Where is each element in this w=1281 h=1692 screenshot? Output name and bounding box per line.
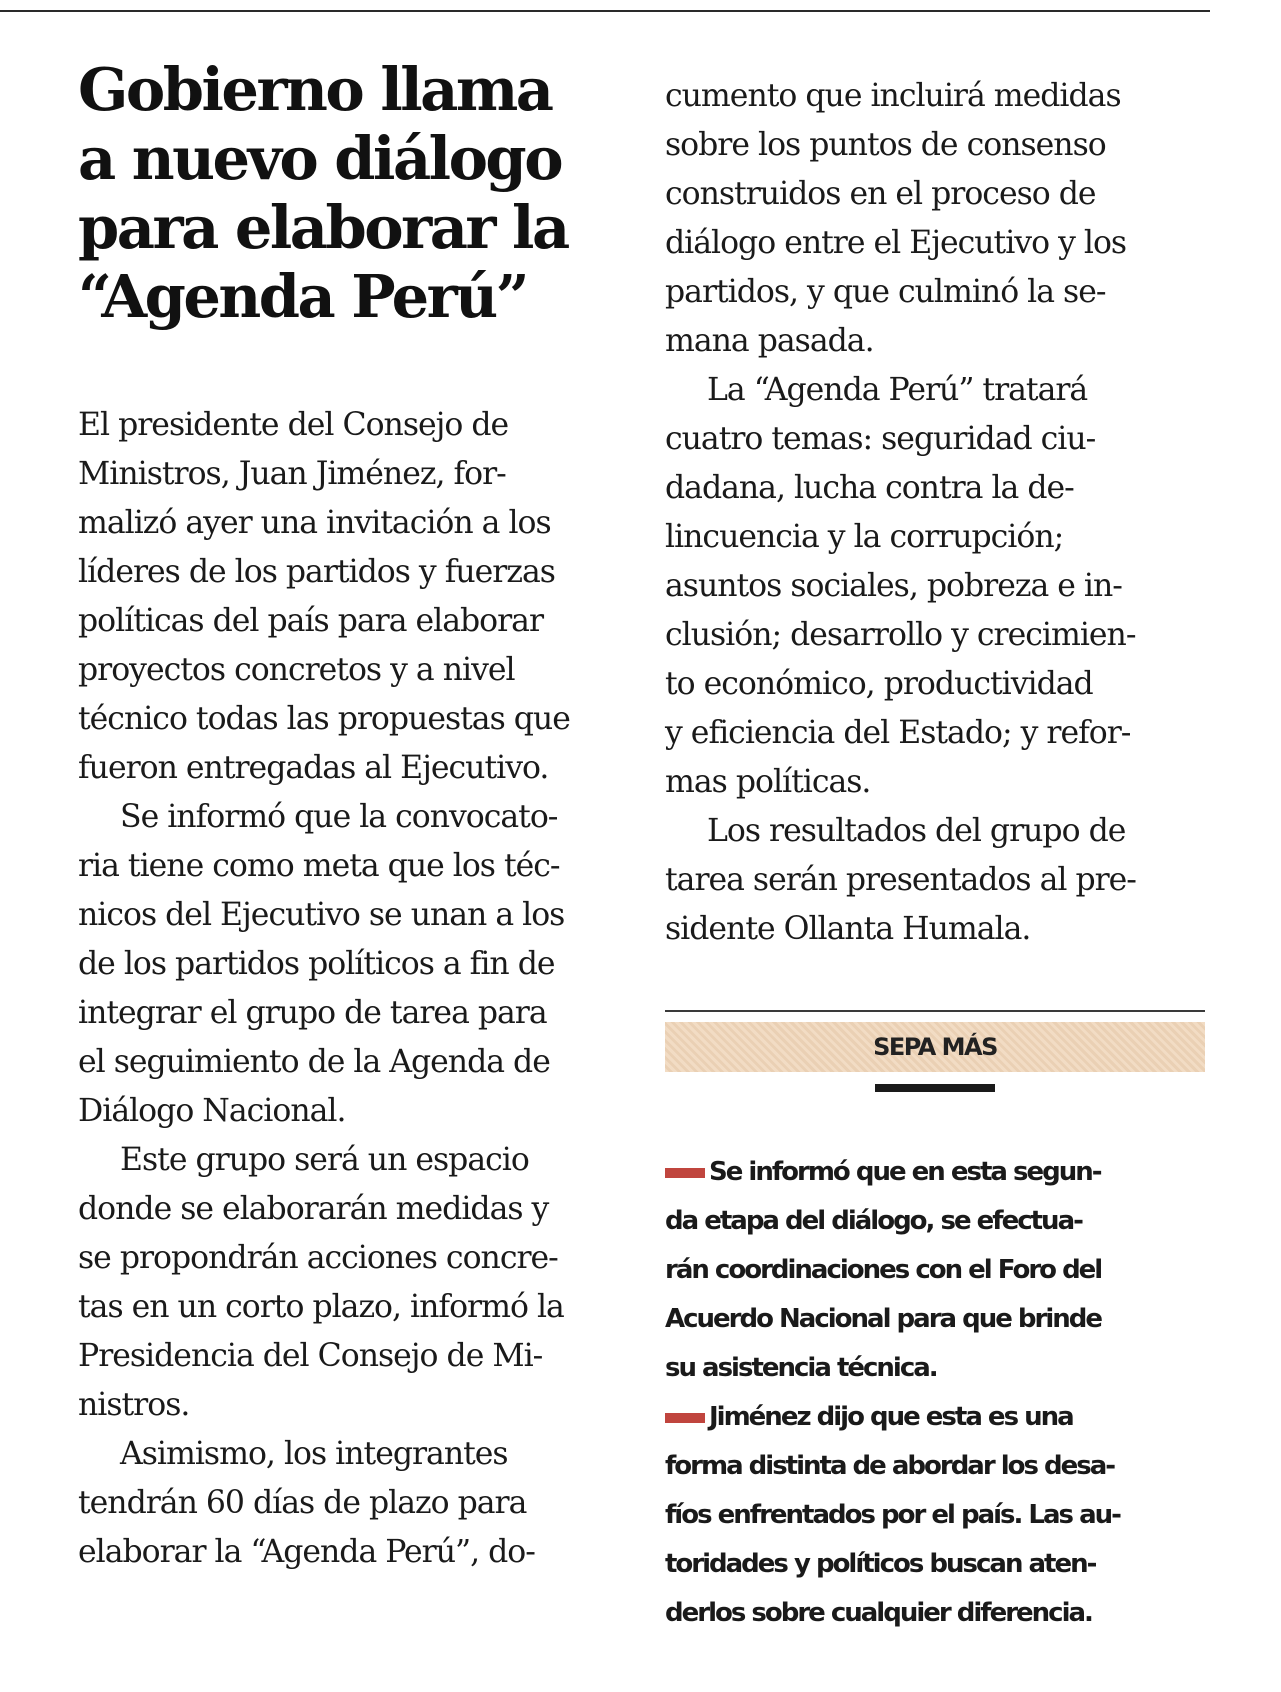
sepa-mas-rule xyxy=(665,1010,1205,1012)
text-line: Presidencia del Consejo de Mi- xyxy=(78,1338,543,1374)
headline xyxy=(78,55,618,331)
headline-line: a nuevo diálogo xyxy=(78,124,562,193)
paragraph xyxy=(78,1430,618,1577)
text-line: ria tiene como meta que los téc- xyxy=(78,848,560,884)
text-line: nicos del Ejecutivo se unan a los xyxy=(78,897,565,933)
text-line: Diálogo Nacional. xyxy=(78,1093,346,1129)
text-line: el seguimiento de la Agenda de xyxy=(78,1044,550,1080)
right-column xyxy=(665,72,1205,954)
note-line: su asistencia técnica. xyxy=(665,1353,937,1383)
text-line: malizó ayer una invitación a los xyxy=(78,505,551,541)
text-line: construidos en el proceso de xyxy=(665,176,1096,212)
note-line: derlos sobre cualquier diferencia. xyxy=(665,1598,1092,1628)
text-line: Asimismo, los integrantes xyxy=(120,1436,508,1472)
text-line: tas en un corto plazo, informó la xyxy=(78,1289,564,1325)
text-line: nistros. xyxy=(78,1387,190,1423)
text-line: Este grupo será un espacio xyxy=(120,1142,529,1178)
text-line: donde se elaborarán medidas y xyxy=(78,1191,549,1227)
text-line: y eficiencia del Estado; y refor- xyxy=(665,715,1131,751)
text-line: proyectos concretos y a nivel xyxy=(78,652,515,688)
paragraph xyxy=(665,72,1205,366)
sepa-mas-note xyxy=(665,1393,1205,1638)
paragraph xyxy=(78,1136,618,1430)
text-line: partidos, y que culminó la se- xyxy=(665,274,1106,310)
left-body xyxy=(78,401,618,1577)
note-line: Se informó que en esta segun- xyxy=(665,1148,1205,1197)
text-line: Ministros, Juan Jiménez, for- xyxy=(78,456,506,492)
text-line: tendrán 60 días de plazo para xyxy=(78,1485,527,1521)
text-line: cuatro temas: seguridad ciu- xyxy=(665,421,1096,457)
text-line: mana pasada. xyxy=(665,323,874,359)
text-line: se propondrán acciones concre- xyxy=(78,1240,558,1276)
note-line: fíos enfrentados por el país. Las au- xyxy=(665,1500,1120,1530)
note-line: rán coordinaciones con el Foro del xyxy=(665,1255,1102,1285)
bullet-bar-icon xyxy=(665,1413,705,1423)
paragraph xyxy=(665,366,1205,807)
text-line: líderes de los partidos y fuerzas xyxy=(78,554,555,590)
text-line: cumento que incluirá medidas xyxy=(665,78,1121,114)
paragraph xyxy=(78,401,618,793)
text-line: El presidente del Consejo de xyxy=(78,407,509,443)
note-line: Jiménez dijo que esta es una xyxy=(665,1393,1205,1442)
text-line: La “Agenda Perú” tratará xyxy=(707,372,1088,408)
bullet-bar-icon xyxy=(665,1168,705,1178)
paragraph xyxy=(78,793,618,1136)
text-line: Los resultados del grupo de xyxy=(707,813,1126,849)
text-line: de los partidos políticos a fin de xyxy=(78,946,555,982)
text-line: lincuencia y la corrupción; xyxy=(665,519,1064,555)
note-line: da etapa del diálogo, se efectua- xyxy=(665,1206,1082,1236)
text-line: sobre los puntos de consenso xyxy=(665,127,1106,163)
text-line: asuntos sociales, pobreza e in- xyxy=(665,568,1122,604)
sepa-mas-notes xyxy=(665,1148,1205,1638)
sepa-mas-bar xyxy=(875,1084,995,1092)
text-line: mas políticas. xyxy=(665,764,871,800)
text-line: técnico todas las propuestas que xyxy=(78,701,570,737)
text-line: Se informó que la convocato- xyxy=(120,799,558,835)
headline-line: Gobierno llama xyxy=(78,55,552,124)
right-body xyxy=(665,72,1205,954)
text-line: clusión; desarrollo y crecimien- xyxy=(665,617,1136,653)
text-line: fueron entregadas al Ejecutivo. xyxy=(78,750,549,786)
note-line: Acuerdo Nacional para que brinde xyxy=(665,1304,1102,1334)
paragraph xyxy=(665,807,1205,954)
text-line: integrar el grupo de tarea para xyxy=(78,995,547,1031)
text-line: elaborar la “Agenda Perú”, do- xyxy=(78,1534,535,1570)
headline-line: “Agenda Perú” xyxy=(78,262,528,331)
note-line: forma distinta de abordar los desa- xyxy=(665,1451,1115,1481)
text-line: to económico, productividad xyxy=(665,666,1093,702)
text-line: dadana, lucha contra la de- xyxy=(665,470,1074,506)
top-rule xyxy=(0,10,1210,12)
sepa-mas-band xyxy=(665,1022,1205,1072)
note-line: toridades y políticos buscan aten- xyxy=(665,1549,1096,1579)
text-line: diálogo entre el Ejecutivo y los xyxy=(665,225,1127,261)
sepa-mas-header xyxy=(665,1010,1205,1092)
left-column xyxy=(78,55,618,1577)
text-line: tarea serán presentados al pre- xyxy=(665,862,1136,898)
text-line: políticas del país para elaborar xyxy=(78,603,544,639)
text-line: sidente Ollanta Humala. xyxy=(665,911,1031,947)
headline-line: para elaborar la xyxy=(78,193,568,262)
sepa-mas-label: SEPA MÁS xyxy=(873,1033,997,1061)
sepa-mas-note xyxy=(665,1148,1205,1393)
